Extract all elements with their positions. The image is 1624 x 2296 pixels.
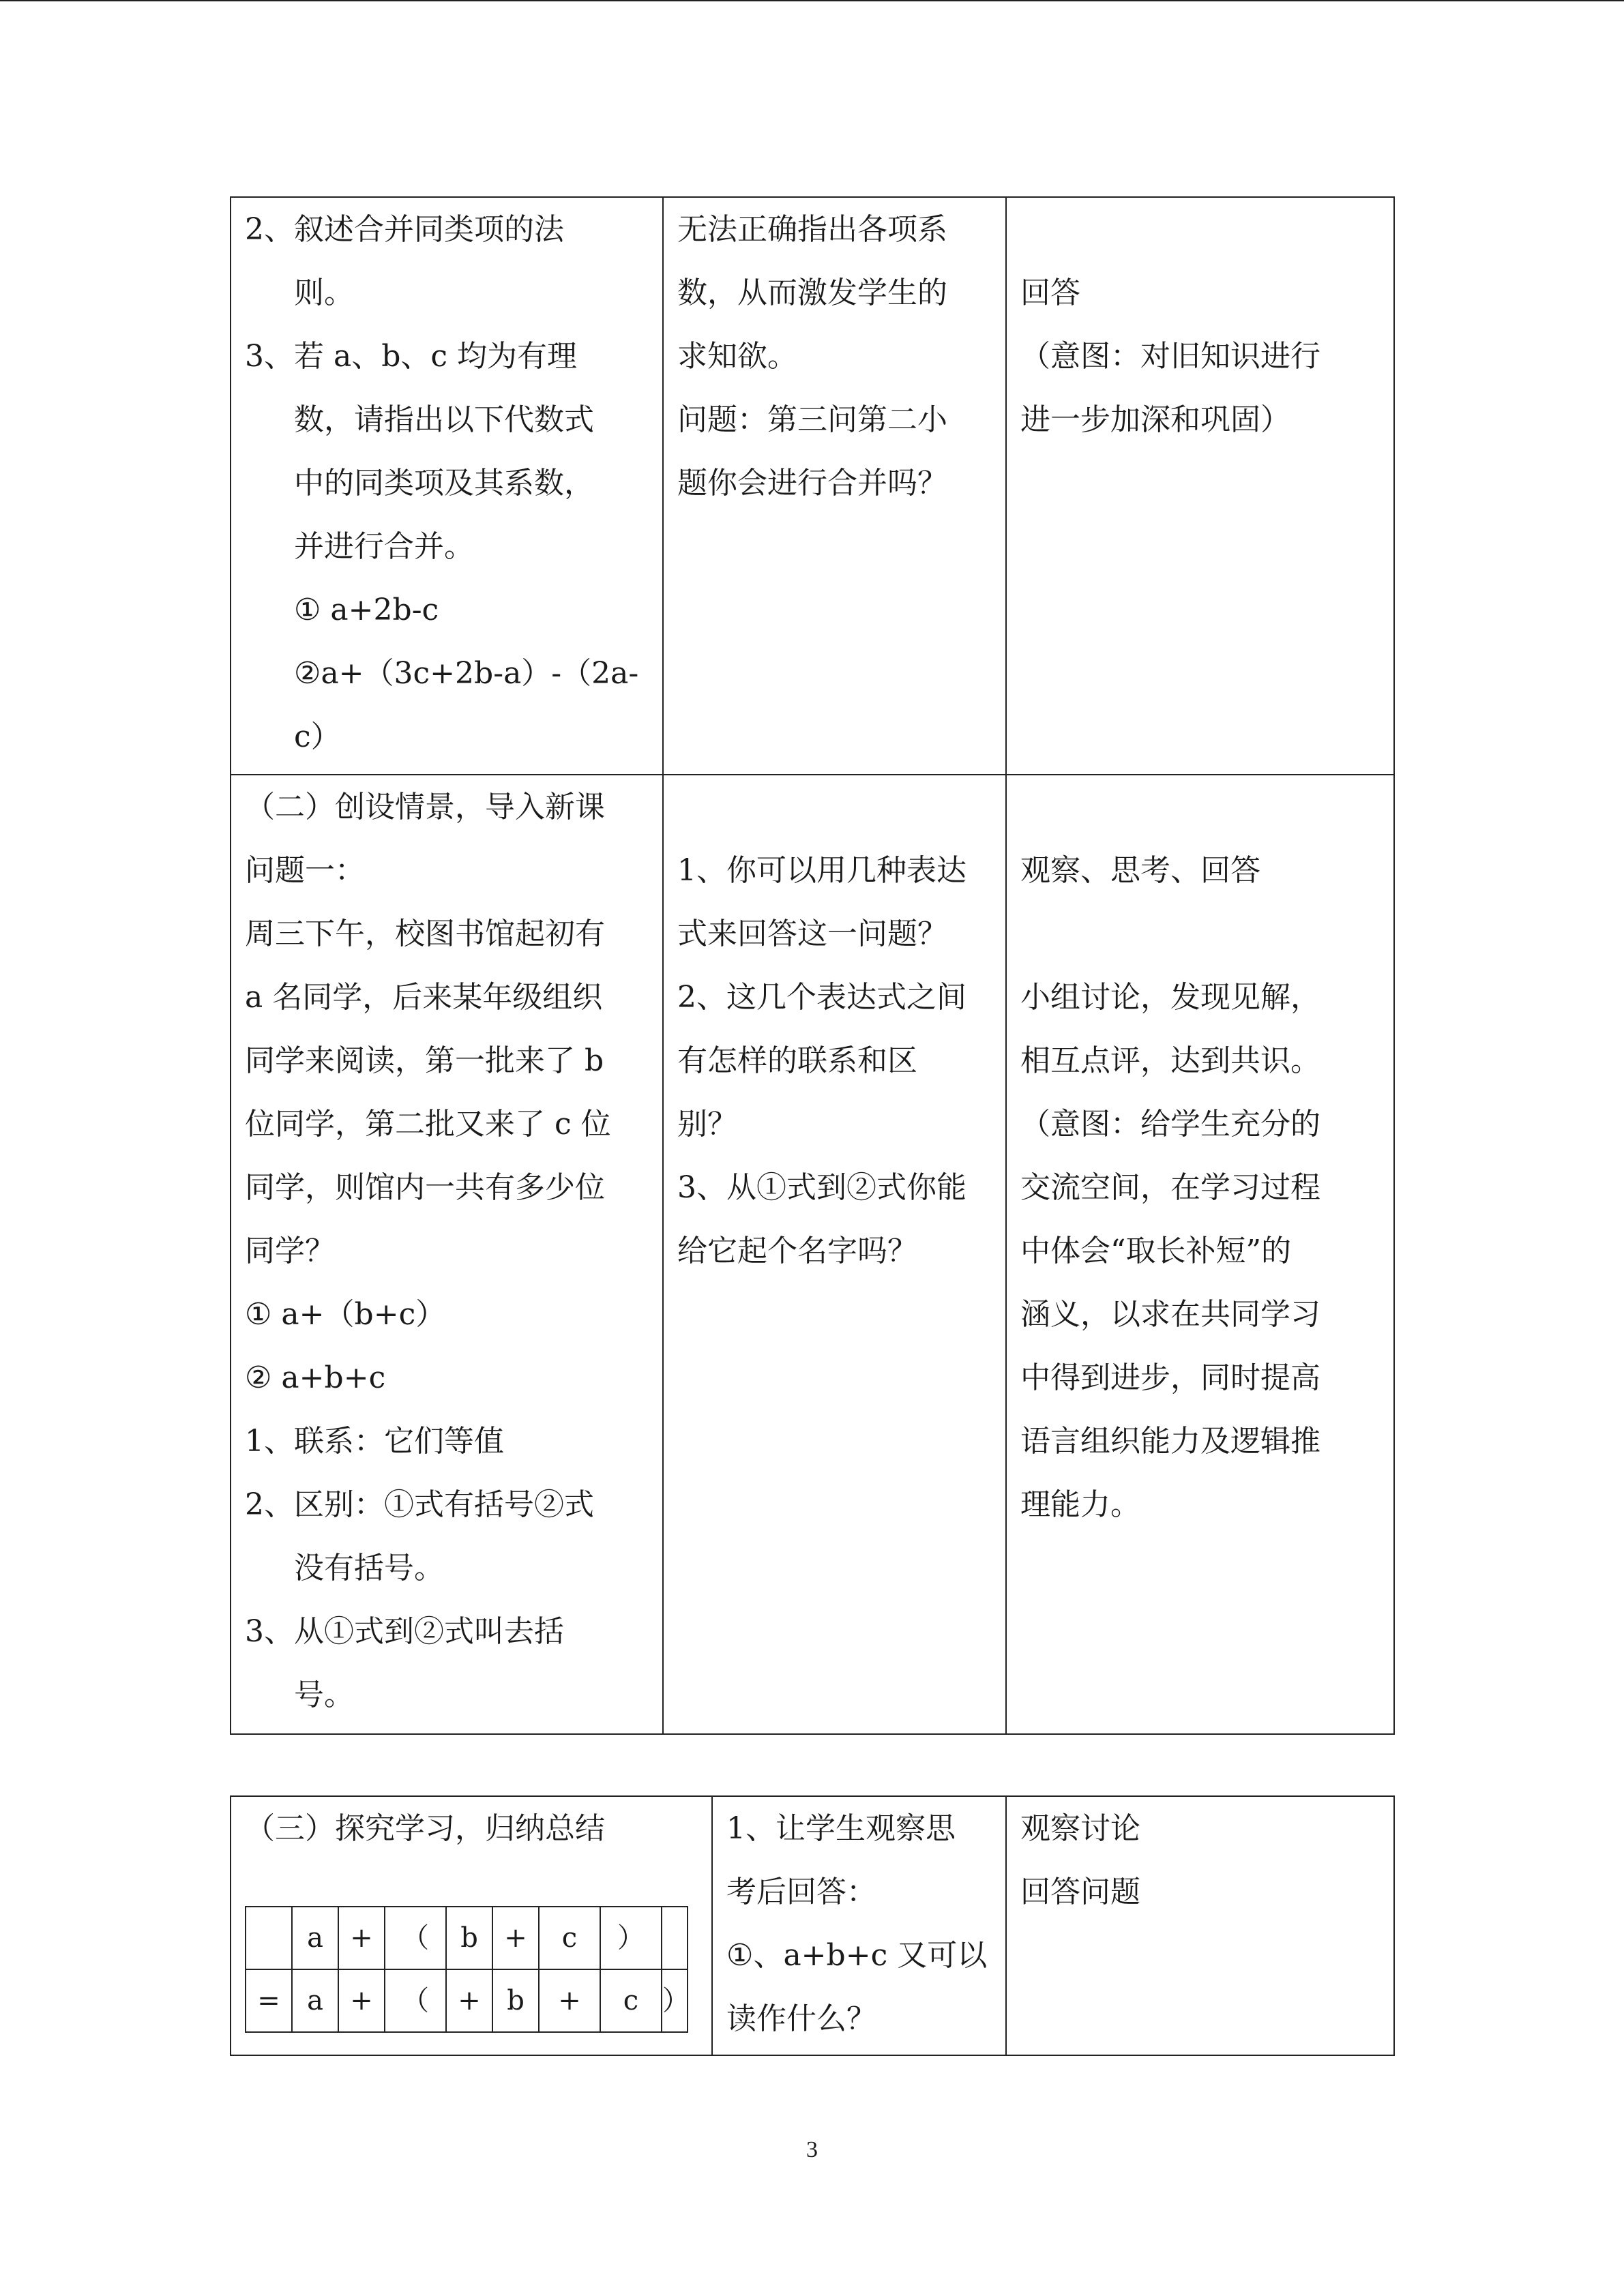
page-number: 3 <box>806 2137 818 2162</box>
table2-teacher-cell <box>712 1796 1006 2055</box>
text-line: （二）创设情景，导入新课 <box>245 790 605 824</box>
text-line: 读作什么？ <box>726 2001 876 2036</box>
expression-cell: + <box>539 1969 600 2032</box>
text-line: ② a+b+c <box>245 1360 386 1395</box>
text-line: 中体会“取长补短”的 <box>1020 1234 1291 1268</box>
review-content <box>231 198 662 769</box>
expression-row <box>246 1907 688 1969</box>
text-line: 3、从①式到②式你能 <box>677 1170 966 1205</box>
expression-cell <box>662 1907 688 1969</box>
expression-cell: c <box>600 1969 662 2032</box>
text-line: 问题：第三问第二小 <box>677 402 947 437</box>
expression-cell: ） <box>662 1969 688 2032</box>
text-line: 同学？ <box>245 1234 335 1268</box>
text-line: 回答问题 <box>1020 1875 1140 1909</box>
expression-cell: + <box>446 1969 492 2032</box>
table1-row1-student-cell <box>1006 197 1394 775</box>
text-line: 考后回答： <box>726 1875 876 1909</box>
text-line: ②a+（3c+2b-a）-（2a- <box>294 656 639 691</box>
text-line: 数，请指出以下代数式 <box>294 402 594 437</box>
text-line: ① a+2b-c <box>294 593 439 627</box>
student-activity-review <box>1007 198 1393 451</box>
teacher-activity-scenario <box>664 775 1005 1283</box>
expression-cell: b <box>492 1969 539 2032</box>
text-line: 3、若 a、b、c 均为有理 <box>245 339 578 374</box>
text-line: 有怎样的联系和区 <box>677 1043 917 1078</box>
text-line: 小组讨论，发现见解， <box>1020 980 1320 1015</box>
table1-row1-content-cell <box>231 197 663 775</box>
expression-cell <box>246 1907 292 1969</box>
text-line: 2、这几个表达式之间 <box>677 980 966 1015</box>
table1-row2-content-cell <box>231 775 663 1734</box>
text-line: 1、你可以用几种表达 <box>677 853 966 888</box>
text-line: 同学来阅读，第一批来了 b <box>245 1043 604 1078</box>
table1-row2-student-cell <box>1006 775 1394 1734</box>
expression-cell: + <box>492 1907 539 1969</box>
text-line: 无法正确指出各项系 <box>677 212 947 247</box>
text-line: 问题一： <box>245 853 365 888</box>
text-line: 题你会进行合并吗？ <box>677 466 947 501</box>
expression-cell: = <box>246 1969 292 2032</box>
expression-cell: （ <box>385 1907 446 1969</box>
expression-row <box>246 1969 688 2032</box>
text-line: 给它起个名字吗？ <box>677 1234 917 1268</box>
text-line: 回答 <box>1020 275 1080 310</box>
text-line: 进一步加深和巩固） <box>1020 402 1290 437</box>
text-line: 没有括号。 <box>294 1551 444 1585</box>
teacher-activity-review <box>664 198 1005 515</box>
text-line: 理能力。 <box>1020 1487 1140 1522</box>
table1-row2-teacher-cell <box>663 775 1006 1734</box>
text-line: ① a+（b+c） <box>245 1297 446 1332</box>
text-line: 3、从①式到②式叫去括 <box>245 1614 564 1649</box>
expression-cell: a <box>292 1907 338 1969</box>
explore-heading: （三）探究学习，归纳总结 <box>245 1811 605 1846</box>
text-line: 号。 <box>294 1678 354 1712</box>
text-line: 位同学，第二批又来了 c 位 <box>245 1107 611 1142</box>
bracket-expression-table <box>245 1906 688 2033</box>
student-activity-scenario <box>1007 775 1393 1536</box>
text-line: 数，从而激发学生的 <box>677 275 947 310</box>
text-line: 相互点评，达到共识。 <box>1020 1043 1320 1078</box>
text-line: 观察讨论 <box>1020 1811 1140 1846</box>
text-line: ①、a+b+c 又可以 <box>726 1938 988 1973</box>
text-line: 周三下午，校图书馆起初有 <box>245 916 605 951</box>
text-line: 1、让学生观察思 <box>726 1811 956 1846</box>
table2-content-cell <box>231 1796 712 2055</box>
text-line: 求知欲。 <box>677 339 797 374</box>
lesson-table-2 <box>230 1795 1395 2056</box>
student-activity-explore <box>1007 1797 1393 1924</box>
text-line: 则。 <box>294 275 354 310</box>
table1-row-scenario <box>231 775 1394 1734</box>
expression-cell: ） <box>600 1907 662 1969</box>
scenario-content <box>231 775 662 1727</box>
text-line: 中得到进步，同时提高 <box>1020 1360 1320 1395</box>
expression-cell: a <box>292 1969 338 2032</box>
text-line: c） <box>294 719 341 754</box>
text-line: a 名同学，后来某年级组织 <box>245 980 603 1015</box>
text-line: 涵义，以求在共同学习 <box>1020 1297 1320 1332</box>
text-line: 别？ <box>677 1107 737 1142</box>
text-line: （意图：对旧知识进行 <box>1020 339 1320 374</box>
text-line: 中的同类项及其系数， <box>294 466 594 501</box>
expression-cell: c <box>539 1907 600 1969</box>
expression-cell: b <box>446 1907 492 1969</box>
text-line: 2、区别：①式有括号②式 <box>245 1487 594 1522</box>
teacher-activity-explore <box>713 1797 1005 2051</box>
text-line: 观察、思考、回答 <box>1020 853 1260 888</box>
text-line: 交流空间，在学习过程 <box>1020 1170 1320 1205</box>
text-line: 式来回答这一问题？ <box>677 916 947 951</box>
page-top-rule <box>0 0 1624 1</box>
table1-row1-teacher-cell <box>663 197 1006 775</box>
text-line: 并进行合并。 <box>294 529 474 564</box>
lesson-table-1 <box>230 196 1395 1735</box>
table2-student-cell <box>1006 1796 1394 2055</box>
text-line: 同学，则馆内一共有多少位 <box>245 1170 605 1205</box>
expression-cell: + <box>338 1907 385 1969</box>
text-line: 1、联系：它们等值 <box>245 1424 504 1459</box>
text-line: （意图：给学生充分的 <box>1020 1107 1320 1142</box>
expression-cell: （ <box>385 1969 446 2032</box>
text-line: 2、叙述合并同类项的法 <box>245 212 564 247</box>
text-line: 语言组织能力及逻辑推 <box>1020 1424 1320 1459</box>
table2-row-explore <box>231 1796 1394 2055</box>
expression-cell: + <box>338 1969 385 2032</box>
table1-row-review <box>231 197 1394 775</box>
